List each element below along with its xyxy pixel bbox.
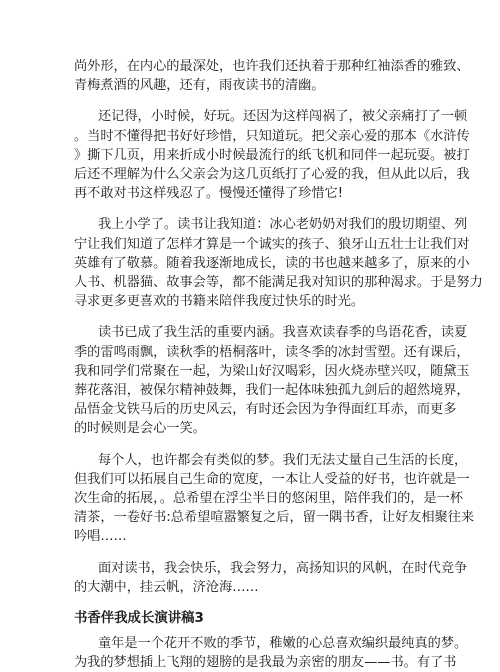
paragraph-line: 寻求更多更喜欢的书籍来陪伴我度过快乐的时光。 [74, 294, 365, 310]
paragraph-line: 英雄有了敬慕。随着我逐渐地成长，读的书也越来越多了，原来的小 [74, 255, 470, 271]
paragraph [74, 323, 470, 438]
paragraph [74, 107, 470, 203]
paragraph-line: 清茶，一卷好书:总希望喧嚣繁复之后，留一隅书香，让好友相聚往来 [74, 510, 475, 526]
paragraph-line: 读书已成了我生活的重要内涵。我喜欢读春季的鸟语花香，读夏 [98, 325, 468, 341]
paragraph-line: 季的雷鸣雨飘，读秋季的梧桐落叶，读冬季的冰封雪塑。还有课后， [74, 344, 470, 360]
paragraph-line: 还记得，小时候，好玩。还因为这样闯祸了，被父亲痛打了一顿 [98, 109, 468, 125]
paragraph-line: 的时候则是会心一笑。 [74, 421, 206, 437]
paragraph [74, 57, 470, 95]
paragraph-line: 后还不理解为什么父亲会为这几页纸打了心爱的我，但从此以后，我 [74, 167, 470, 183]
paragraph-line: 我和同学们常聚在一起，为梁山好汉喝彩，因火烧赤壁兴叹，随黛玉 [74, 363, 470, 379]
paragraph-line: 。当时不懂得把书好好珍惜，只知道玩。把父亲心爱的那本《水浒传 [74, 128, 470, 144]
paragraph [74, 215, 483, 311]
paragraph-line: 次生命的拓展，。总希望在浮尘半日的悠闲里，陪伴我们的，是一杯 [74, 491, 464, 507]
paragraph-line: 吟唱…… [74, 529, 127, 545]
paragraph [74, 451, 475, 547]
paragraph-line: 青梅煮酒的风趣，还有，雨夜读书的清幽。 [74, 78, 325, 94]
paragraph [74, 559, 468, 597]
paragraph-line: 尚外形，在内心的最深处，也许我们还执着于那种红袖添香的雅致、 [74, 59, 470, 74]
paragraph-line: 为我的梦想插上飞翔的翅膀的是我最为亲密的朋友——书。有了书 [74, 655, 457, 671]
section-heading: 书香伴我成长演讲稿3 [74, 611, 204, 627]
paragraph-line: 人书、机器猫、故事会等，都不能满足我对知识的那种渴求。于是努力 [74, 275, 483, 291]
paragraph-line: 品悟金戈铁马后的历史风云，有时还会因为争得面红耳赤，而更多 [74, 402, 457, 418]
paragraph-line: 我上小学了。读书让我知道：冰心老奶奶对我们的殷切期望、列 [98, 217, 468, 233]
paragraph-line: 的大潮中，挂云帆，济沧海…… [74, 579, 259, 595]
paragraph-line: 每个人，也许都会有类似的梦。我们无法丈量自己生活的长度， [98, 452, 468, 468]
paragraph-line: 但我们可以拓展自己生命的宽度，一本让人受益的好书，也许就是一 [74, 471, 470, 487]
paragraph-line: 葬花落泪，被保尔精神鼓舞，我们一起体味独孤九剑后的超然境界， [74, 383, 470, 399]
paragraph-line: 》撕下几页，用来折成小时候最流行的纸飞机和同伴一起玩耍。被打 [74, 147, 470, 163]
paragraph-line: 再不敢对书这样残忍了。慢慢还懂得了珍惜它! [74, 186, 344, 202]
paragraph-line: 面对读书，我会快乐，我会努力，高扬知识的风帆，在时代竞争 [98, 560, 468, 576]
document-body [74, 57, 483, 672]
paragraph-line: 宁让我们知道了怎样才算是一个诚实的孩子、狼牙山五壮士让我们对 [74, 236, 470, 252]
paragraph-line: 童年是一个花开不败的季节，稚嫩的心总喜欢编织最纯真的梦。 [98, 636, 468, 652]
paragraph [74, 634, 468, 672]
